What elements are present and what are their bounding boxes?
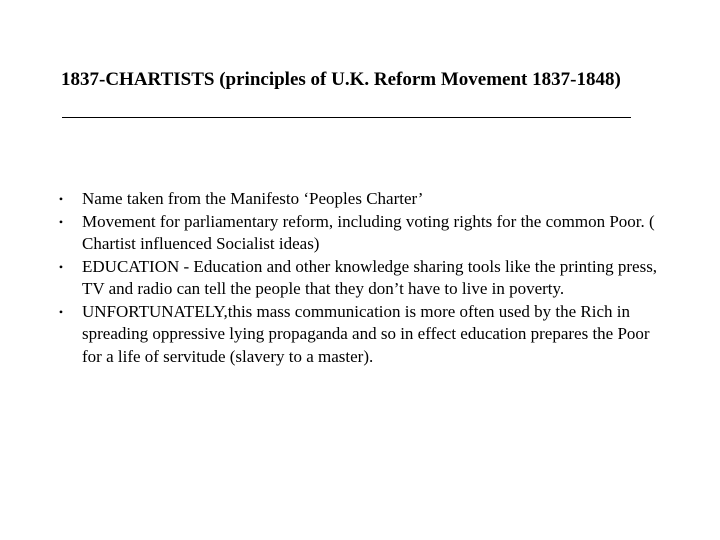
bullet-item-movement — [55, 211, 675, 256]
bullet-text: EDUCATION - Education and other knowledge sharing tools like the printing press, TV and radio can tell the people that they don’t have to live in poverty. — [82, 256, 658, 298]
bullet-icon: • — [58, 259, 64, 274]
title-divider — [62, 117, 631, 118]
bullet-item-education — [55, 256, 675, 301]
bullet-item-unfortunately — [55, 301, 675, 369]
bullet-icon: • — [58, 192, 64, 206]
bullet-icon: • — [58, 214, 64, 229]
bullet-list — [55, 188, 675, 368]
bullet-item-manifesto — [55, 188, 675, 211]
bullet-icon: • — [58, 304, 64, 319]
bullet-text: UNFORTUNATELY,this mass communication is more often used by the Rich in spreading oppressive lying propaganda and so in effect education prepares the Poor for a life of servitude (slavery to a master). — [82, 301, 650, 366]
slide-title: 1837-CHARTISTS (principles of U.K. Reform Movement 1837-1848) — [61, 69, 621, 90]
bullet-text: Movement for parliamentary reform, including voting rights for the common Poor. ( Chartist influenced Socialist ideas) — [82, 211, 655, 253]
bullet-text: Name taken from the Manifesto ‘Peoples Charter’ — [82, 189, 424, 208]
